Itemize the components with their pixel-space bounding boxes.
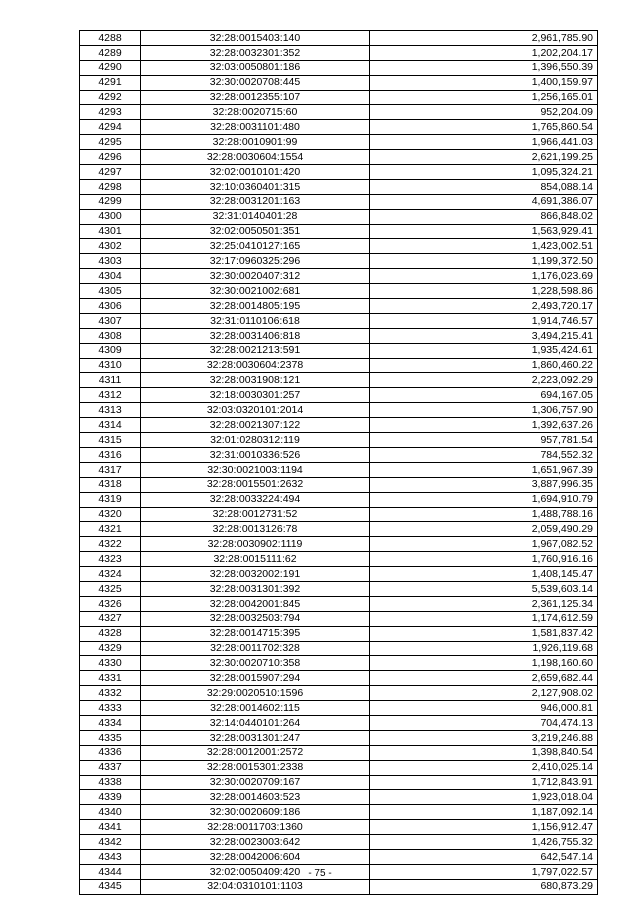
table-row	[80, 805, 598, 820]
value-amount-cell: 1,694,910.79	[370, 492, 598, 507]
table-row	[80, 477, 598, 492]
row-number-cell: 4344	[80, 864, 141, 879]
cadastral-number-cell: 32:28:0032503:794	[141, 611, 370, 626]
value-amount-cell: 1,926,119.68	[370, 641, 598, 656]
row-number-cell: 4293	[80, 105, 141, 120]
value-amount-cell: 1,398,840.54	[370, 745, 598, 760]
row-number-cell: 4296	[80, 150, 141, 165]
cadastral-number-cell: 32:28:0015111:62	[141, 552, 370, 567]
cadastral-number-cell: 32:25:0410127:165	[141, 239, 370, 254]
table-row	[80, 299, 598, 314]
row-number-cell: 4327	[80, 611, 141, 626]
row-number-cell: 4303	[80, 254, 141, 269]
row-number-cell: 4335	[80, 730, 141, 745]
value-amount-cell: 2,223,092.29	[370, 373, 598, 388]
row-number-cell: 4328	[80, 626, 141, 641]
table-row	[80, 254, 598, 269]
cadastral-number-cell: 32:02:0050409:420	[141, 864, 370, 879]
table-row	[80, 835, 598, 850]
value-amount-cell: 2,127,908.02	[370, 686, 598, 701]
cadastral-number-cell: 32:28:0031301:392	[141, 581, 370, 596]
cadastral-number-cell: 32:28:0031101:480	[141, 120, 370, 135]
cadastral-number-cell: 32:28:0023003:642	[141, 835, 370, 850]
value-amount-cell: 2,361,125.34	[370, 596, 598, 611]
row-number-cell: 4305	[80, 284, 141, 299]
cadastral-number-cell: 32:01:0280312:119	[141, 433, 370, 448]
cadastral-number-cell: 32:28:0012001:2572	[141, 745, 370, 760]
value-amount-cell: 680,873.29	[370, 879, 598, 894]
value-amount-cell: 1,396,550.39	[370, 60, 598, 75]
table-row	[80, 105, 598, 120]
value-amount-cell: 1,176,023.69	[370, 269, 598, 284]
cadastral-number-cell: 32:02:0010101:420	[141, 165, 370, 180]
cadastral-number-cell: 32:28:0021213:591	[141, 343, 370, 358]
value-amount-cell: 3,219,246.88	[370, 730, 598, 745]
table-row	[80, 328, 598, 343]
cadastral-number-cell: 32:28:0031908:121	[141, 373, 370, 388]
value-amount-cell: 1,488,788.16	[370, 507, 598, 522]
table-row	[80, 209, 598, 224]
value-amount-cell: 2,059,490.29	[370, 522, 598, 537]
table-row	[80, 90, 598, 105]
row-number-cell: 4290	[80, 60, 141, 75]
row-number-cell: 4325	[80, 581, 141, 596]
value-amount-cell: 1,935,424.61	[370, 343, 598, 358]
value-amount-cell: 1,174,612.59	[370, 611, 598, 626]
value-amount-cell: 1,966,441.03	[370, 135, 598, 150]
table-row	[80, 820, 598, 835]
value-amount-cell: 1,202,204.17	[370, 45, 598, 60]
table-row	[80, 686, 598, 701]
row-number-cell: 4316	[80, 447, 141, 462]
table-row	[80, 790, 598, 805]
table-row	[80, 552, 598, 567]
table-row	[80, 313, 598, 328]
value-amount-cell: 1,228,598.86	[370, 284, 598, 299]
row-number-cell: 4289	[80, 45, 141, 60]
row-number-cell: 4339	[80, 790, 141, 805]
table-row	[80, 135, 598, 150]
row-number-cell: 4312	[80, 388, 141, 403]
table-row	[80, 492, 598, 507]
table-row	[80, 775, 598, 790]
value-amount-cell: 1,967,082.52	[370, 537, 598, 552]
cadastral-number-cell: 32:04:0310101:1103	[141, 879, 370, 894]
table-row	[80, 701, 598, 716]
cadastral-number-cell: 32:18:0030301:257	[141, 388, 370, 403]
table-row	[80, 150, 598, 165]
cadastral-number-cell: 32:28:0020715:60	[141, 105, 370, 120]
cadastral-number-cell: 32:31:0140401:28	[141, 209, 370, 224]
value-amount-cell: 784,552.32	[370, 447, 598, 462]
cadastral-number-cell: 32:30:0020609:186	[141, 805, 370, 820]
row-number-cell: 4336	[80, 745, 141, 760]
page-number: - 75 -	[308, 868, 332, 879]
row-number-cell: 4314	[80, 418, 141, 433]
cadastral-number-cell: 32:28:0015301:2338	[141, 760, 370, 775]
table-row	[80, 537, 598, 552]
cadastral-number-cell: 32:28:0013126:78	[141, 522, 370, 537]
value-amount-cell: 1,095,324.21	[370, 165, 598, 180]
value-amount-cell: 1,563,929.41	[370, 224, 598, 239]
row-number-cell: 4319	[80, 492, 141, 507]
value-amount-cell: 1,765,860.54	[370, 120, 598, 135]
value-amount-cell: 1,256,165.01	[370, 90, 598, 105]
table-row	[80, 194, 598, 209]
row-number-cell: 4291	[80, 75, 141, 90]
table-row	[80, 388, 598, 403]
table-row	[80, 358, 598, 373]
cadastral-number-cell: 32:28:0030604:2378	[141, 358, 370, 373]
row-number-cell: 4321	[80, 522, 141, 537]
row-number-cell: 4294	[80, 120, 141, 135]
table-row	[80, 730, 598, 745]
value-amount-cell: 5,539,603.14	[370, 581, 598, 596]
cadastral-number-cell: 32:03:0320101:2014	[141, 403, 370, 418]
cadastral-number-cell: 32:28:0015501:2632	[141, 477, 370, 492]
cadastral-number-cell: 32:28:0012731:52	[141, 507, 370, 522]
row-number-cell: 4299	[80, 194, 141, 209]
row-number-cell: 4334	[80, 715, 141, 730]
value-amount-cell: 2,621,199.25	[370, 150, 598, 165]
value-amount-cell: 957,781.54	[370, 433, 598, 448]
table-row	[80, 447, 598, 462]
value-amount-cell: 1,651,967.39	[370, 462, 598, 477]
cadastral-number-cell: 32:28:0031201:163	[141, 194, 370, 209]
row-number-cell: 4323	[80, 552, 141, 567]
value-amount-cell: 1,199,372.50	[370, 254, 598, 269]
value-amount-cell: 1,198,160.60	[370, 656, 598, 671]
row-number-cell: 4309	[80, 343, 141, 358]
row-number-cell: 4300	[80, 209, 141, 224]
table-row	[80, 745, 598, 760]
table-row	[80, 269, 598, 284]
row-number-cell: 4302	[80, 239, 141, 254]
table-row	[80, 715, 598, 730]
table-row	[80, 224, 598, 239]
value-amount-cell: 1,187,092.14	[370, 805, 598, 820]
table-row	[80, 60, 598, 75]
row-number-cell: 4292	[80, 90, 141, 105]
cadastral-number-cell: 32:03:0050801:186	[141, 60, 370, 75]
value-amount-cell: 2,961,785.90	[370, 31, 598, 46]
table-row	[80, 239, 598, 254]
table-row	[80, 671, 598, 686]
value-amount-cell: 1,392,637.26	[370, 418, 598, 433]
table-row	[80, 31, 598, 46]
row-number-cell: 4288	[80, 31, 141, 46]
row-number-cell: 4308	[80, 328, 141, 343]
table-row	[80, 343, 598, 358]
cadastral-number-cell: 32:30:0020709:167	[141, 775, 370, 790]
value-amount-cell: 1,712,843.91	[370, 775, 598, 790]
table-row	[80, 462, 598, 477]
row-number-cell: 4311	[80, 373, 141, 388]
cadastral-number-cell: 32:30:0020708:445	[141, 75, 370, 90]
cadastral-value-table	[79, 30, 598, 895]
cadastral-number-cell: 32:28:0015907:294	[141, 671, 370, 686]
table-row	[80, 596, 598, 611]
cadastral-number-cell: 32:28:0033224:494	[141, 492, 370, 507]
value-amount-cell: 694,167.05	[370, 388, 598, 403]
cadastral-number-cell: 32:17:0960325:296	[141, 254, 370, 269]
table-row	[80, 120, 598, 135]
value-amount-cell: 2,659,682.44	[370, 671, 598, 686]
value-amount-cell: 1,923,018.04	[370, 790, 598, 805]
value-amount-cell: 1,408,145.47	[370, 567, 598, 582]
value-amount-cell: 952,204.09	[370, 105, 598, 120]
table-row	[80, 522, 598, 537]
row-number-cell: 4342	[80, 835, 141, 850]
cadastral-number-cell: 32:28:0031301:247	[141, 730, 370, 745]
table-row	[80, 760, 598, 775]
cadastral-number-cell: 32:28:0030902:1119	[141, 537, 370, 552]
cadastral-number-cell: 32:28:0015403:140	[141, 31, 370, 46]
cadastral-number-cell: 32:28:0012355:107	[141, 90, 370, 105]
row-number-cell: 4322	[80, 537, 141, 552]
row-number-cell: 4297	[80, 165, 141, 180]
table-row	[80, 165, 598, 180]
row-number-cell: 4345	[80, 879, 141, 894]
value-amount-cell: 2,410,025.14	[370, 760, 598, 775]
row-number-cell: 4298	[80, 179, 141, 194]
row-number-cell: 4295	[80, 135, 141, 150]
value-amount-cell: 704,474.13	[370, 715, 598, 730]
cadastral-number-cell: 32:28:0032002:191	[141, 567, 370, 582]
cadastral-number-cell: 32:28:0011702:328	[141, 641, 370, 656]
row-number-cell: 4320	[80, 507, 141, 522]
value-amount-cell: 1,423,002.51	[370, 239, 598, 254]
table-row	[80, 567, 598, 582]
table-row	[80, 626, 598, 641]
row-number-cell: 4332	[80, 686, 141, 701]
row-number-cell: 4329	[80, 641, 141, 656]
cadastral-number-cell: 32:28:0010901:99	[141, 135, 370, 150]
cadastral-number-cell: 32:30:0020710:358	[141, 656, 370, 671]
cadastral-number-cell: 32:30:0020407:312	[141, 269, 370, 284]
cadastral-number-cell: 32:30:0021002:681	[141, 284, 370, 299]
value-amount-cell: 1,760,916.16	[370, 552, 598, 567]
table-row	[80, 656, 598, 671]
value-amount-cell: 1,797,022.57	[370, 864, 598, 879]
cadastral-number-cell: 32:29:0020510:1596	[141, 686, 370, 701]
row-number-cell: 4310	[80, 358, 141, 373]
table-row	[80, 45, 598, 60]
value-amount-cell: 1,400,159.97	[370, 75, 598, 90]
value-amount-cell: 1,914,746.57	[370, 313, 598, 328]
value-amount-cell: 3,494,215.41	[370, 328, 598, 343]
value-amount-cell: 3,887,996.35	[370, 477, 598, 492]
cadastral-number-cell: 32:28:0014715:395	[141, 626, 370, 641]
table-row	[80, 433, 598, 448]
row-number-cell: 4307	[80, 313, 141, 328]
cadastral-number-cell: 32:28:0014805:195	[141, 299, 370, 314]
row-number-cell: 4313	[80, 403, 141, 418]
row-number-cell: 4331	[80, 671, 141, 686]
row-number-cell: 4340	[80, 805, 141, 820]
value-amount-cell: 866,848.02	[370, 209, 598, 224]
row-number-cell: 4318	[80, 477, 141, 492]
table-row	[80, 879, 598, 894]
row-number-cell: 4338	[80, 775, 141, 790]
value-amount-cell: 1,426,755.32	[370, 835, 598, 850]
cadastral-number-cell: 32:28:0021307:122	[141, 418, 370, 433]
table-row	[80, 403, 598, 418]
table-body	[80, 31, 598, 895]
table-row	[80, 611, 598, 626]
row-number-cell: 4326	[80, 596, 141, 611]
cadastral-number-cell: 32:28:0031406:818	[141, 328, 370, 343]
value-amount-cell: 4,691,386.07	[370, 194, 598, 209]
cadastral-number-cell: 32:02:0050501:351	[141, 224, 370, 239]
row-number-cell: 4324	[80, 567, 141, 582]
row-number-cell: 4343	[80, 849, 141, 864]
cadastral-number-cell: 32:28:0014603:523	[141, 790, 370, 805]
value-amount-cell: 854,088.14	[370, 179, 598, 194]
table-row	[80, 581, 598, 596]
table-row	[80, 284, 598, 299]
cadastral-number-cell: 32:28:0030604:1554	[141, 150, 370, 165]
cadastral-number-cell: 32:28:0014602:115	[141, 701, 370, 716]
cadastral-number-cell: 32:28:0032301:352	[141, 45, 370, 60]
value-amount-cell: 1,860,460.22	[370, 358, 598, 373]
row-number-cell: 4333	[80, 701, 141, 716]
table-row	[80, 641, 598, 656]
cadastral-number-cell: 32:30:0021003:1194	[141, 462, 370, 477]
row-number-cell: 4306	[80, 299, 141, 314]
row-number-cell: 4315	[80, 433, 141, 448]
row-number-cell: 4341	[80, 820, 141, 835]
row-number-cell: 4301	[80, 224, 141, 239]
cadastral-number-cell: 32:14:0440101:264	[141, 715, 370, 730]
row-number-cell: 4337	[80, 760, 141, 775]
table-row	[80, 507, 598, 522]
cadastral-number-cell: 32:28:0011703:1360	[141, 820, 370, 835]
value-amount-cell: 946,000.81	[370, 701, 598, 716]
value-amount-cell: 642,547.14	[370, 849, 598, 864]
table-row	[80, 179, 598, 194]
value-amount-cell: 1,156,912.47	[370, 820, 598, 835]
cadastral-number-cell: 32:10:0360401:315	[141, 179, 370, 194]
row-number-cell: 4330	[80, 656, 141, 671]
table-row	[80, 373, 598, 388]
cadastral-number-cell: 32:28:0042006:604	[141, 849, 370, 864]
table-row	[80, 418, 598, 433]
cadastral-number-cell: 32:31:0010336:526	[141, 447, 370, 462]
value-amount-cell: 1,306,757.90	[370, 403, 598, 418]
value-amount-cell: 1,581,837.42	[370, 626, 598, 641]
cadastral-number-cell: 32:28:0042001:845	[141, 596, 370, 611]
table-row	[80, 849, 598, 864]
row-number-cell: 4317	[80, 462, 141, 477]
value-amount-cell: 2,493,720.17	[370, 299, 598, 314]
cadastral-number-cell: 32:31:0110106:618	[141, 313, 370, 328]
row-number-cell: 4304	[80, 269, 141, 284]
table-row	[80, 75, 598, 90]
